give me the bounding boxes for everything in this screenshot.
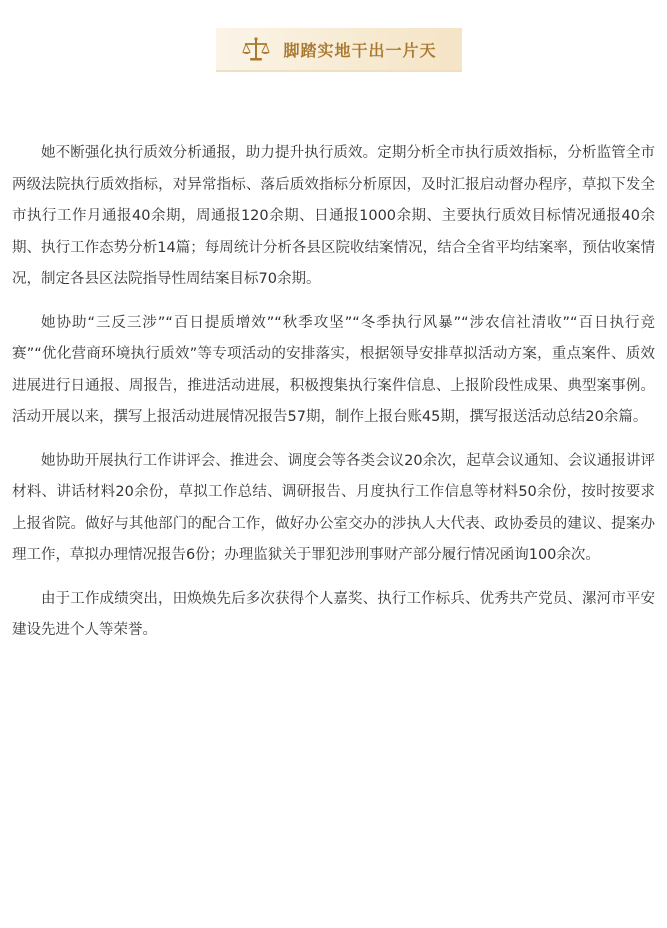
- banner-title: 脚踏实地干出一片天: [283, 40, 437, 60]
- paragraph: 由于工作成绩突出，田焕焕先后多次获得个人嘉奖、执行工作标兵、优秀共产党员、漯河市平安建设先进个人等荣誉。: [12, 590, 655, 638]
- paragraph: 她不断强化执行质效分析通报，助力提升执行质效。定期分析全市执行质效指标，分析监管全市两级法院执行质效指标，对异常指标、落后质效指标分析原因，及时汇报启动督办程序，草拟下发全市执行工作月通报40余期，周通报120余期、日通报1000余期、主要执行质效目标情况通报40余期、执行工作态势分析14篇；每周统计分析各县区院收结案情况，结合全省平均结案率，预估收案情况，制定各县区法院指导性周结案目标70余期。: [12, 145, 655, 287]
- section-banner: [216, 28, 462, 72]
- paragraph: 她协助开展执行工作讲评会、推进会、调度会等各类会议20余次，起草会议通知、会议通报讲评材料、讲话材料20余份，草拟工作总结、调研报告、月度执行工作信息等材料50余份，按时按要求上报省院。做好与其他部门的配合工作，做好办公室交办的涉执人大代表、政协委员的建议、提案办理工作，草拟办理情况报告6份；办理监狱关于罪犯涉刑事财产部分履行情况函询100余次。: [12, 452, 655, 563]
- article-body: [12, 138, 655, 659]
- scales-icon: [241, 36, 271, 62]
- paragraph: 她协助“三反三涉”“百日提质增效”“秋季攻坚”“冬季执行风暴”“涉农信社清收”“百日执行竞赛”“优化营商环境执行质效”等专项活动的安排落实，根据领导安排草拟活动方案，重点案件、质效进展进行日通报、周报告，推进活动进展，积极搜集执行案件信息、上报阶段性成果、典型案事例。活动开展以来，撰写上报活动进展情况报告57期，制作上报台账45期，撰写报送活动总结20余篇。: [12, 314, 655, 425]
